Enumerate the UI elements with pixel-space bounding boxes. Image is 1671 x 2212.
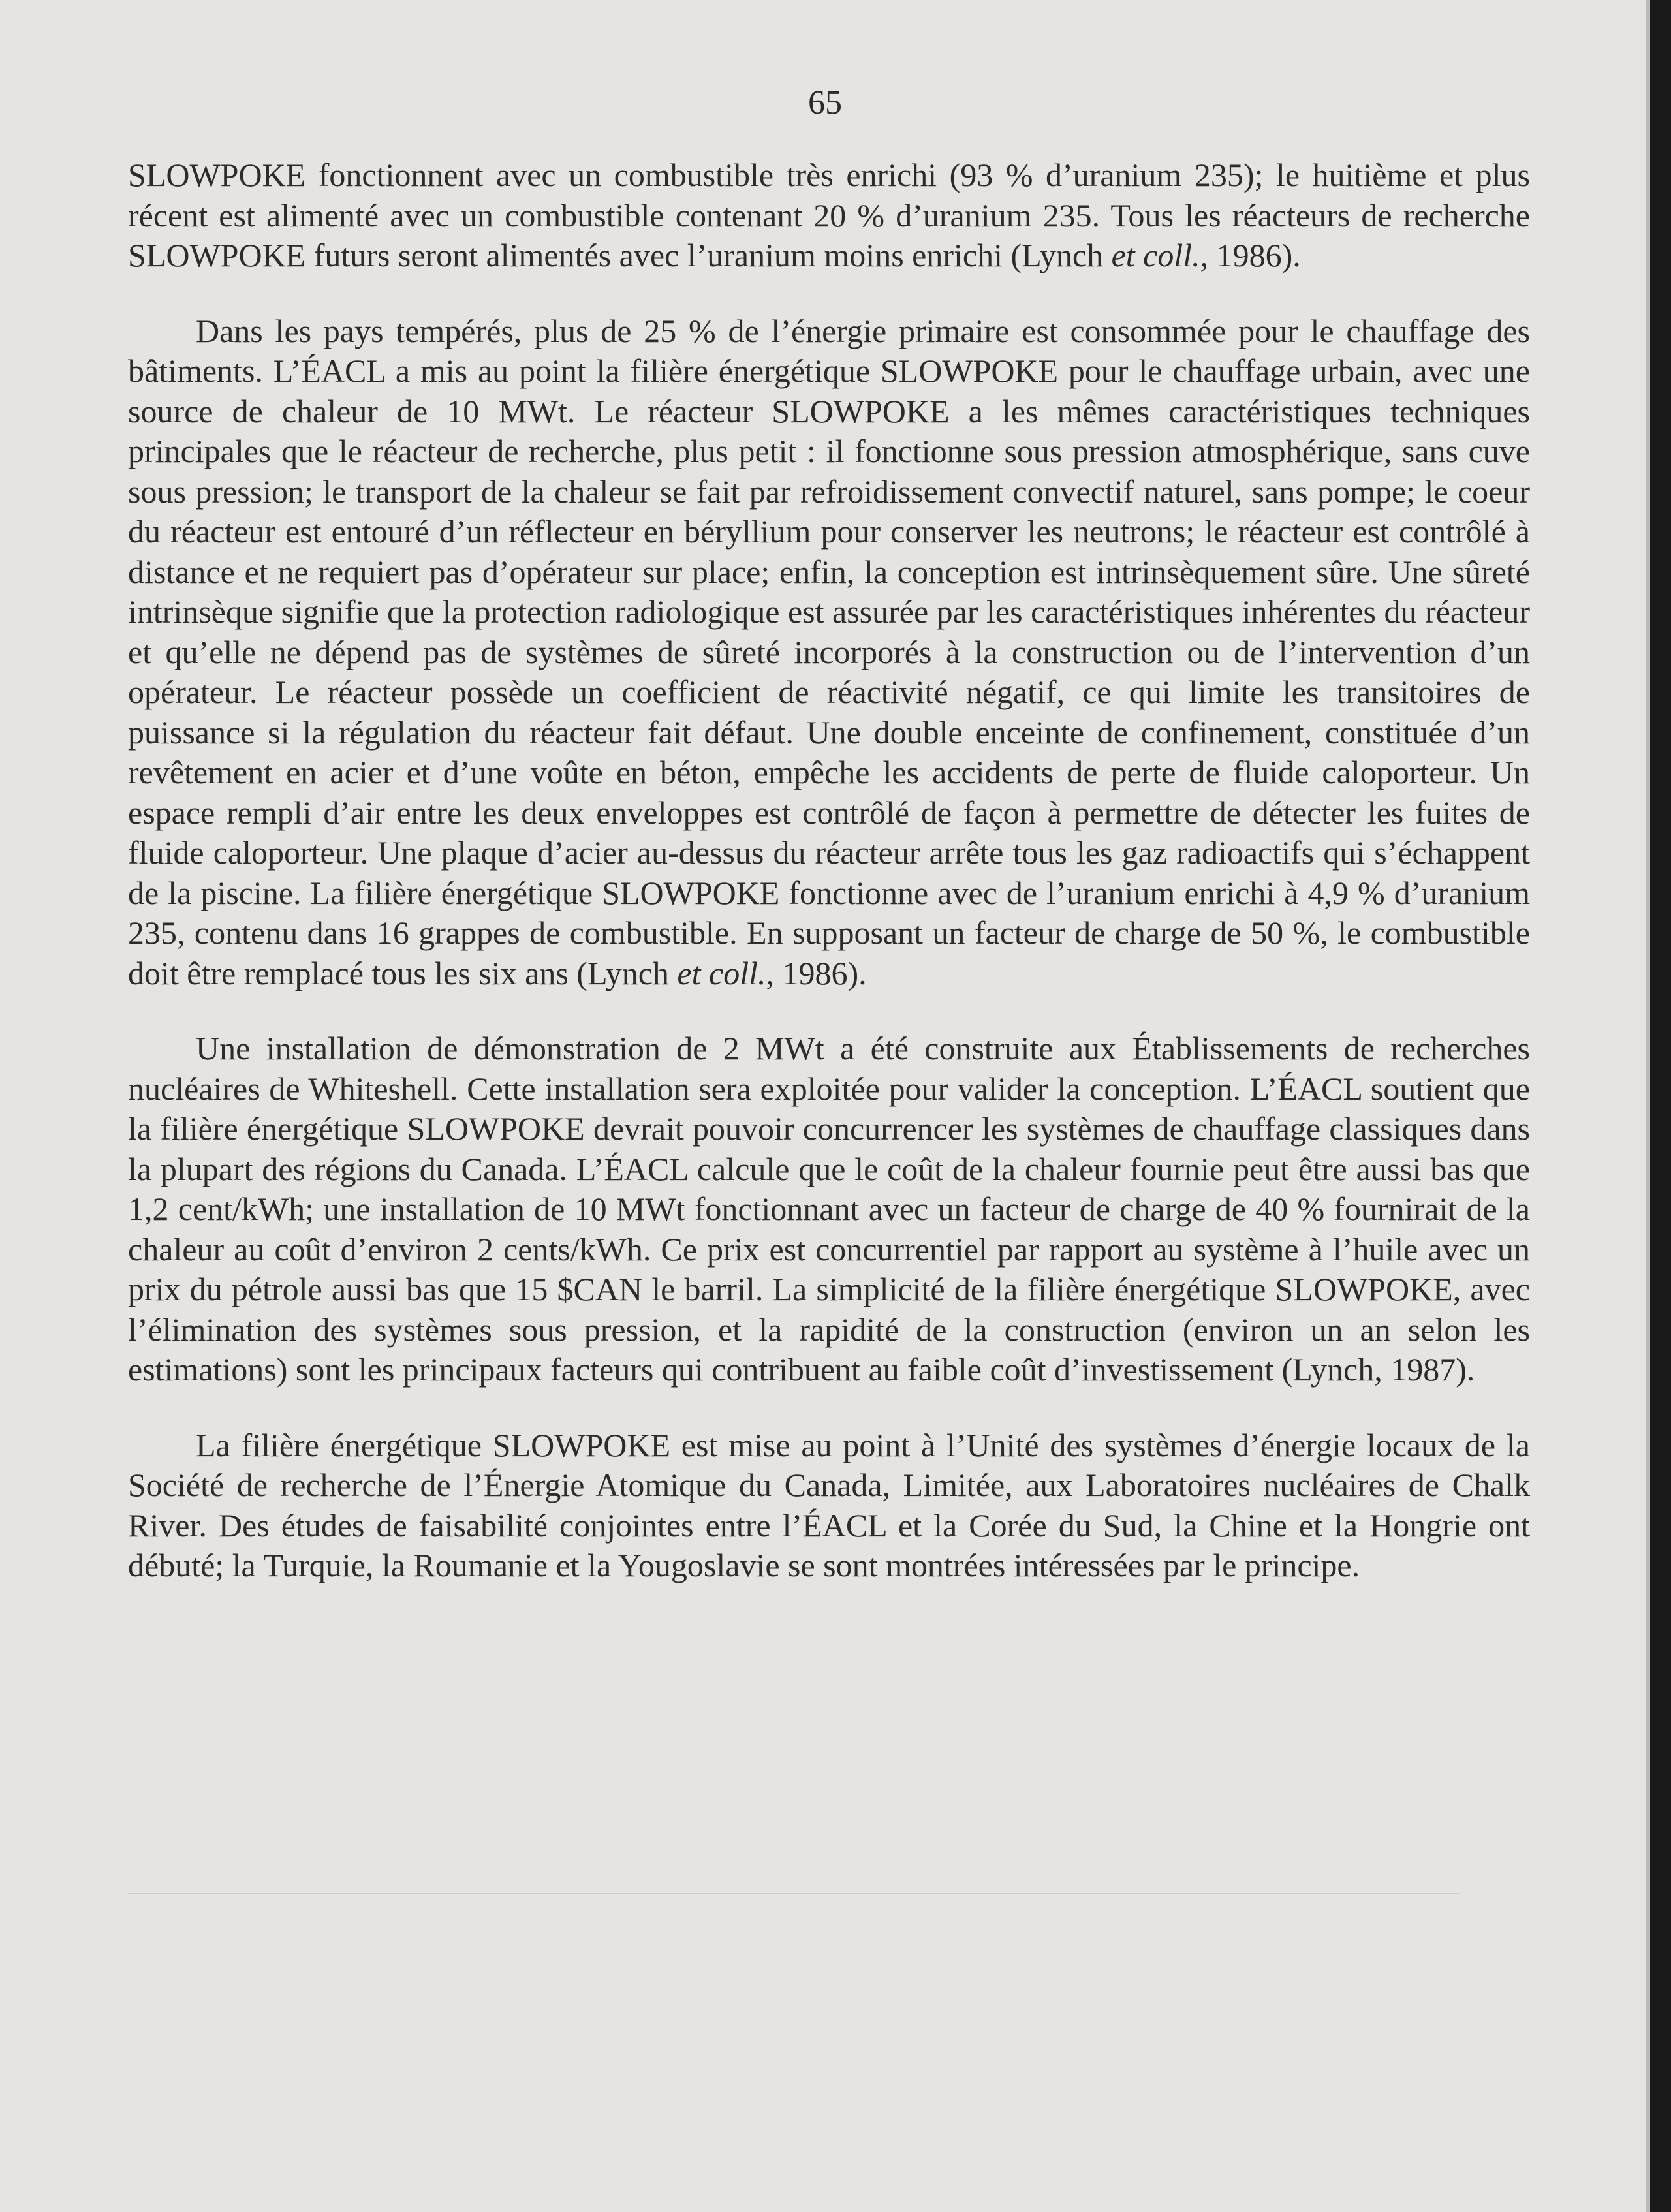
paragraph [128, 1029, 1530, 1390]
citation-italic: et coll. [1111, 237, 1200, 273]
page-number: 65 [808, 84, 842, 121]
paragraph-text: Une installation de démonstration de 2 MWt a été construite aux Établissements de recherches nucléaires de Whiteshell. Cette installation sera exploitée pour valider la conception. L’ÉACL soutient que la filière énergétique SLOWPOKE devrait pouvoir concurrencer les systèmes de chauffage classiques dans la plupart des régions du Canada. L’ÉACL calcule que le coût de la chaleur fournie peut être aussi bas que 1,2 cent/kWh; une installation de 10 MWt fonctionnant avec un facteur de charge de 40 % fournirait de la chaleur au coût d’environ 2 cents/kWh. Ce prix est concurrentiel par rapport au système à l’huile avec un prix du pétrole aussi bas que 15 $CAN le barril. La simplicité de la filière énergétique SLOWPOKE, avec l’élimination des systèmes sous pression, et la rapidité de la construction (environ un an selon les estimations) sont les principaux facteurs qui contribuent au faible coût d’investissement (Lynch, 1987). [128, 1030, 1530, 1388]
paragraph [128, 1425, 1530, 1586]
citation-italic: et coll. [677, 954, 766, 991]
body-text [128, 155, 1530, 1621]
paragraph-text: SLOWPOKE fonctionnent avec un combustible très enrichi (93 % d’uranium 235); le huitième et plus récent est alimenté avec un combustible contenant 20 % d’uranium 235. Tous les réacteurs de recherche SLOWPOKE futurs seront alimentés avec l’uranium moins enrichi (Lynch [128, 157, 1530, 273]
separator-line [128, 1893, 1460, 1894]
paragraph-text: La filière énergétique SLOWPOKE est mise au point à l’Unité des systèmes d’énergie locaux de la Société de recherche de l’Énergie Atomique du Canada, Limitée, aux Laboratoires nucléaires de Chalk River. Des études de faisabilité conjointes entre l’ÉACL et la Corée du Sud, la Chine et la Hongrie ont débuté; la Turquie, la Roumanie et la Yougoslavie se sont montrées intéressées par le principe. [128, 1426, 1530, 1583]
paragraph [128, 155, 1530, 276]
paragraph [128, 311, 1530, 994]
paragraph-text: , 1986). [1200, 237, 1301, 273]
paragraph-text: , 1986). [766, 954, 867, 991]
paragraph-text: Dans les pays tempérés, plus de 25 % de l’énergie primaire est consommée pour le chauffage des bâtiments. L’ÉACL a mis au point la filière énergétique SLOWPOKE pour le chauffage urbain, avec une source de chaleur de 10 MWt. Le réacteur SLOWPOKE a les mêmes caractéristiques techniques principales que le réacteur de recherche, plus petit : il fonctionne sous pression atmosphérique, sans cuve sous pression; le transport de la chaleur se fait par refroidissement convectif naturel, sans pompe; le coeur du réacteur est entouré d’un réflecteur en béryllium pour conserver les neutrons; le réacteur est contrôlé à distance et ne requiert pas d’opérateur sur place; enfin, la conception est intrinsèquement sûre. Une sûreté intrinsèque signifie que la protection radiologique est assurée par les caractéristiques inhérentes du réacteur et qu’elle ne dépend pas de systèmes de sûreté incorporés à la construction ou de l’intervention d’un opérateur. Le réacteur possède un coefficient de réactivité négatif, ce qui limite les transitoires de puissance si la régulation du réacteur fait défaut. Une double enceinte de confinement, constituée d’un revêtement en acier et d’une voûte en béton, empêche les accidents de perte de fluide caloporteur. Un espace rempli d’air entre les deux enveloppes est contrôlé de façon à permettre de détecter les fuites de fluide caloporteur. Une plaque d’acier au-dessus du réacteur arrête tous les gaz radioactifs qui s’échappent de la piscine. La filière énergétique SLOWPOKE fonctionne avec de l’uranium enrichi à 4,9 % d’uranium 235, contenu dans 16 grappes de combustible. En supposant un facteur de charge de 50 %, le combustible doit être remplacé tous les six ans (Lynch [128, 312, 1530, 991]
